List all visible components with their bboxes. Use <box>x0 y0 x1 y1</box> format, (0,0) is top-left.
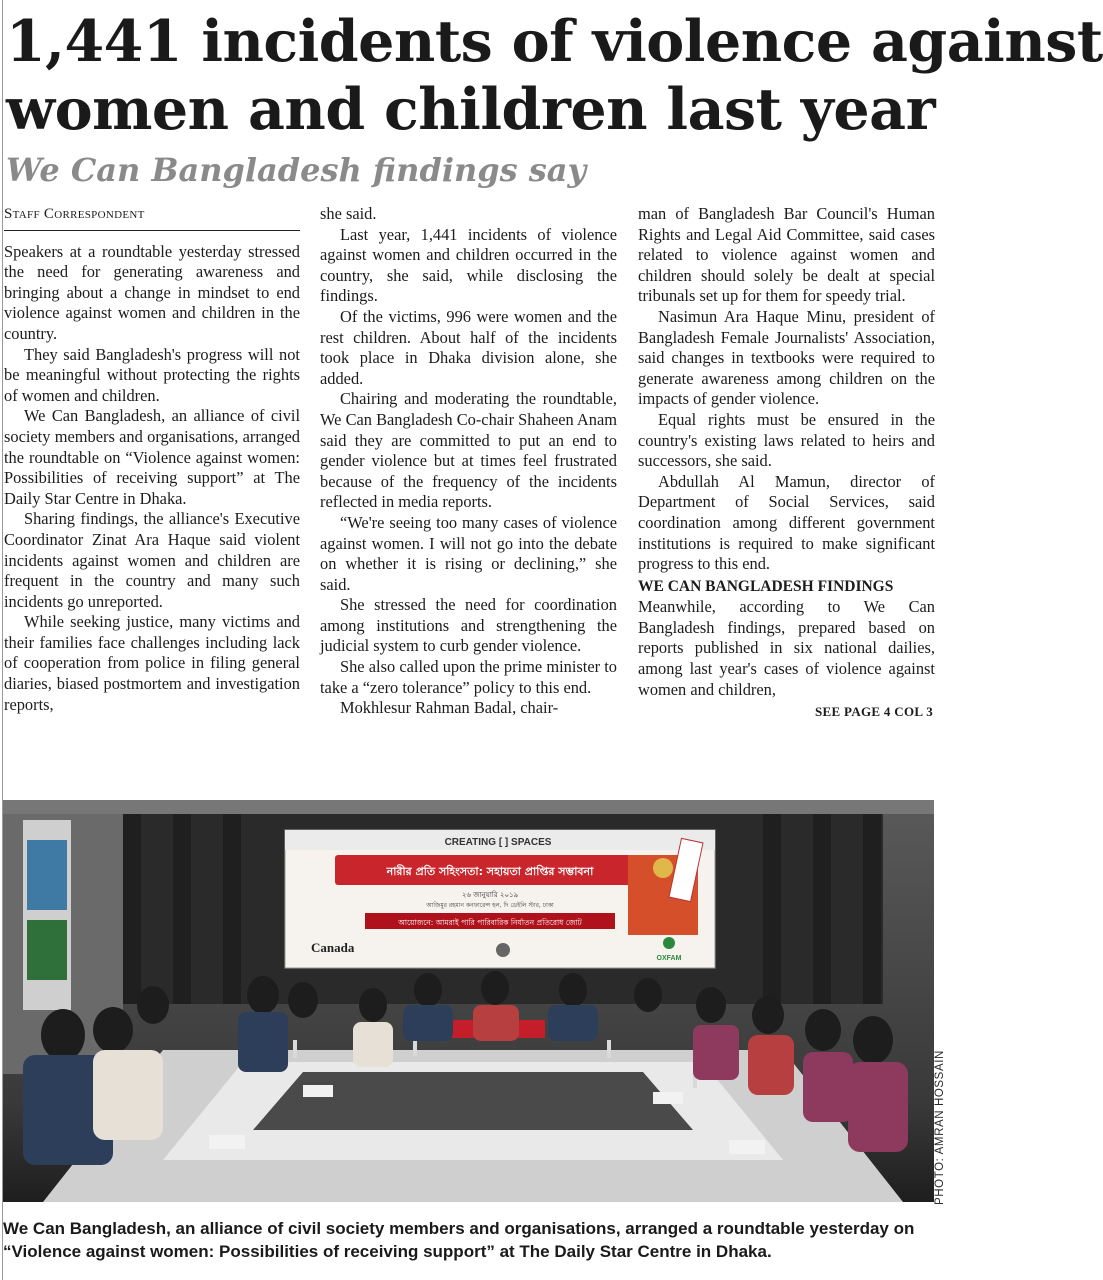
paragraph: We Can Bangladesh, an alliance of civil society members and organisations, arranged the roundtable on “Violence against women: Possibilities of receiving support” at The Daily Star Centre in Dhaka. <box>4 406 300 508</box>
paragraph: Chairing and moderating the roundtable, We Can Bangladesh Co-chair Shaheen Anam said they are committed to put an end to gender violence but at times feel frustrated because of the frequency of the incidents reflected in media reports. <box>320 389 617 512</box>
paragraph: Of the victims, 996 were women and the rest children. About half of the incidents took place in Dhaka division alone, she added. <box>320 306 617 388</box>
paragraph: Speakers at a roundtable yesterday stressed the need for generating awareness and bringing about a change in mindset to end violence against women and children in the country. <box>4 241 300 343</box>
article-column-3 <box>638 204 935 779</box>
banner-title-text: নারীর প্রতি সহিংসতা: সহায়তা প্রাপ্তির সম্ভাবনা <box>386 865 594 878</box>
paragraph: Meanwhile, according to We Can Bangladesh findings, prepared based on reports published in six national dailies, among last year's cases of violence against women and children, <box>638 597 935 699</box>
photo-credit: PHOTO: AMRAN HOSSAIN <box>934 1050 946 1205</box>
photo-caption <box>3 1217 947 1263</box>
paragraph: Nasimun Ara Haque Minu, president of Bangladesh Female Journalists' Association, said changes in textbooks were required to generate awareness among children on the impacts of gender violence. <box>638 306 935 409</box>
banner-canada-logo: Canada <box>311 940 355 955</box>
section-subhead: WE CAN BANGLADESH FINDINGS <box>638 577 894 595</box>
paragraph: Equal rights must be ensured in the country's existing laws related to heirs and successors, she said. <box>638 409 935 471</box>
article-column-2 <box>320 204 617 779</box>
paragraph: man of Bangladesh Bar Council's Human Rights and Legal Aid Committee, said cases related to violence against women and children should solely be dealt at special tribunals set up for them for speedy trial. <box>638 204 935 306</box>
roundtable-photo-illustration <box>3 800 934 1202</box>
article-column-1 <box>4 204 300 779</box>
paragraph: She also called upon the prime minister to take a “zero tolerance” policy to this end. <box>320 657 617 697</box>
caption-line-1: We Can Bangladesh, an alliance of civil society members and organisations, arranged a roundtable yesterday on <box>3 1219 915 1238</box>
subheadline: We Can Bangladesh findings say <box>6 151 587 189</box>
banner-date-text: ২৬ জানুয়ারি ২০১৯ <box>461 891 519 899</box>
headline <box>6 8 1103 144</box>
paragraph: While seeking justice, many victims and their families face challenges including lack of cooperation from police in filing general diaries, biased postmortem and investigation reports, <box>4 612 300 714</box>
banner-venue-text: আজিমুর রহমান কনফারেন্স হল, দি ডেইলি স্টার, ঢাকা <box>426 902 554 909</box>
paragraph: Abdullah Al Mamun, director of Department of Social Services, said coordination among different government institutions is required to make significant progress to this end. <box>638 471 935 574</box>
headline-line-1: 1,441 incidents of violence against <box>6 8 1103 75</box>
paragraph: she said. <box>320 204 377 223</box>
headline-line-2: women and children last year <box>6 76 936 143</box>
paragraph: They said Bangladesh's progress will not be meaningful without protecting the rights of women and children. <box>4 344 300 405</box>
paragraph: She stressed the need for coordination among institutions and strengthening the judicial system to curb gender violence. <box>320 595 617 656</box>
byline: Staff Correspondent <box>4 204 300 231</box>
banner-top-text: CREATING [ ] SPACES <box>444 837 552 848</box>
paragraph: Sharing findings, the alliance's Executive Coordinator Zinat Ara Haque said violent incidents against women and children are frequent in the country and many such incidents go unreported. <box>4 509 300 611</box>
paragraph: “We're seeing too many cases of violence against women. I will not go into the debate on whether it is rising or declining,” she said. <box>320 512 617 594</box>
banner-organizer-text: আয়োজনে: আমরাই পারি পারিবারিক নির্যাতন প্রতিরোধ জোট <box>398 918 582 927</box>
event-photo <box>3 800 934 1202</box>
paragraph: Last year, 1,441 incidents of violence against women and children occurred in the country, she said, while disclosing the findings. <box>320 224 617 306</box>
paragraph: Mokhlesur Rahman Badal, chair- <box>340 698 559 718</box>
jump-line: SEE PAGE 4 COL 3 <box>815 704 933 720</box>
caption-line-2: “Violence against women: Possibilities of receiving support” at The Daily Star Centre in Dhaka. <box>3 1242 772 1261</box>
banner-oxfam-logo: OXFAM <box>656 955 682 962</box>
